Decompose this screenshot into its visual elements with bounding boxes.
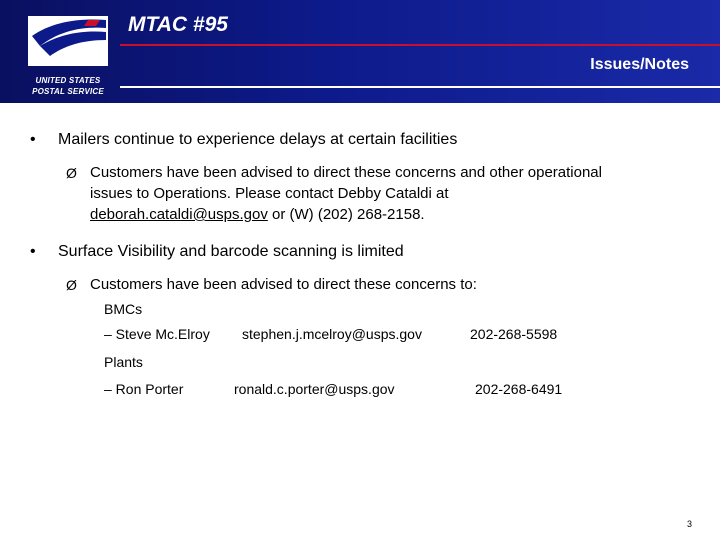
header-red-divider [120, 44, 720, 46]
header-white-divider [120, 86, 720, 88]
logo-text-line1: UNITED STATES [35, 76, 101, 85]
arrow-bullet-icon: Ø [66, 277, 77, 293]
bmcs-contact-name: – Steve Mc.Elroy [104, 326, 210, 342]
sub-1-line-3-tail: or (W) (202) 268-2158. [267, 206, 425, 223]
slide-title: MTAC #95 [128, 13, 228, 36]
arrow-bullet-icon: Ø [66, 165, 77, 181]
plants-contact-phone: 202-268-6491 [475, 381, 563, 397]
slide-subtitle: Issues/Notes [590, 56, 689, 73]
logo-text-line2: POSTAL SERVICE [32, 87, 104, 96]
bullet-icon: • [30, 243, 36, 260]
page-number: 3 [686, 519, 692, 529]
bmcs-contact-email: stephen.j.mcelroy@usps.gov [242, 326, 422, 342]
sub-2-text: Customers have been advised to direct these concerns to: [90, 276, 477, 293]
plants-contact-email: ronald.c.porter@usps.gov [234, 381, 395, 397]
bullet-1-text: Mailers continue to experience delays at certain facilities [58, 131, 458, 148]
usps-logo [18, 6, 118, 100]
email-link-cataldi[interactable]: deborah.cataldi@usps.gov [90, 206, 268, 223]
plants-contact-name: – Ron Porter [104, 381, 184, 397]
sub-1-line-2: issues to Operations. Please contact Debby Cataldi at [90, 185, 449, 202]
plants-label: Plants [104, 354, 143, 370]
bmcs-contact-phone: 202-268-5598 [470, 326, 558, 342]
sub-1-line-3 [90, 205, 425, 225]
slide-header [0, 0, 720, 103]
sub-1-line-1: Customers have been advised to direct these concerns and other operational [90, 164, 602, 181]
bullet-icon: • [30, 131, 36, 148]
bmcs-label: BMCs [104, 301, 143, 317]
usps-eagle-icon [18, 6, 118, 74]
bullet-2-text: Surface Visibility and barcode scanning is limited [58, 243, 404, 260]
